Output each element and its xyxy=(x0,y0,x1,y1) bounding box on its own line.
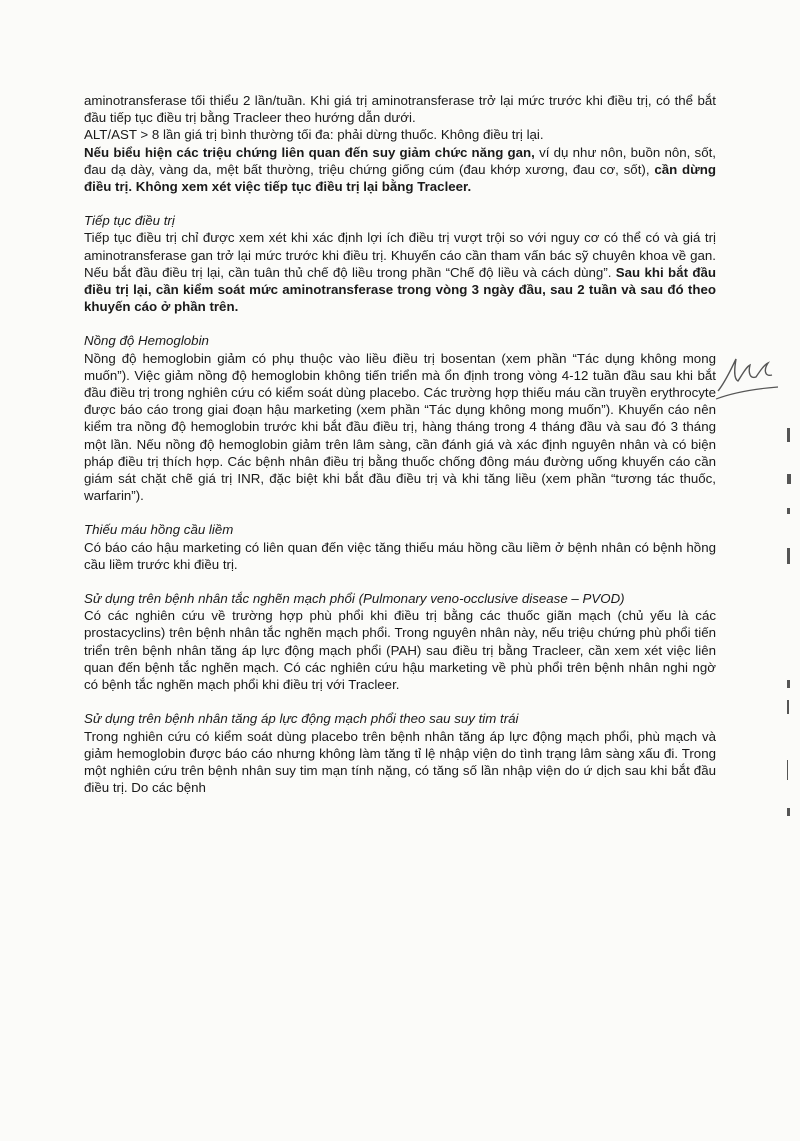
scan-edge-mark xyxy=(787,760,788,780)
text-run: Có các nghiên cứu về trường hợp phù phổi khi điều trị bằng các thuốc giãn mạch (chủ yếu là các prostacyclins) trên bệnh nhân tắc nghẽn mạch phổi. Trong nguyên nhân này, nếu triệu chứng phù phổi tiến triển trên bệnh nhân tăng áp lực động mạch phổi (PAH) sau điều trị bằng Tracleer, cần xem xét việc liên quan đến bệnh tắc nghẽn mạch. Có các nghiên cứu hậu marketing về phù phổi trên bệnh nhân nghi ngờ có bệnh tắc nghẽn mạch phổi khi điều trị với Tracleer. xyxy=(84,608,716,693)
text-run: Nồng độ hemoglobin giảm có phụ thuộc vào liều điều trị bosentan (xem phần “Tác dụng không mong muốn”). Việc giảm nồng độ hemoglobin không tiến triển mà ổn định trong vòng 4-12 tuần đầu sau khi bắt đầu điều trị trong nghiên cứu có kiểm soát dùng placebo. Các trường hợp thiếu máu cần truyền erythrocyte được báo cáo trong giai đoạn hậu marketing (xem phần “Tác dụng không mong muốn”). Khuyến cáo nên kiểm tra nồng độ hemoglobin trước khi bắt đầu điều trị, hàng tháng trong 4 tháng đầu và sau đó 3 tháng một lần. Nếu nồng độ hemoglobin giảm trên lâm sàng, cần đánh giá và xác định nguyên nhân và có biện pháp điều trị thích hợp. Các bệnh nhân điều trị bằng thuốc chống đông máu đường uống khuyến cáo cần giám sát chặt chẽ giá trị INR, đặc biệt khi bắt đầu điều trị và khi tăng liều (xem phần “tương tác thuốc, warfarin”). xyxy=(84,350,716,504)
bold-text-run: cần dừng điều trị. Không xem xét việc tiếp tục điều trị lại bằng Tracleer. xyxy=(84,161,717,195)
section-title-pvod: Sử dụng trên bệnh nhân tắc nghẽn mạch phổi (Pulmonary veno-occlusive disease – PVOD) xyxy=(84,591,625,607)
text-run: aminotransferase tối thiểu 2 lần/tuần. Khi giá trị aminotransferase trở lại mức trước khi điều trị, có thể bắt đầu tiếp tục điều trị bằng Tracleer theo hướng dẫn dưới. xyxy=(84,93,716,126)
section-title-continue-treatment: Tiếp tục điều trị xyxy=(84,213,175,229)
paragraph-continue-treatment xyxy=(84,229,716,315)
scan-edge-mark xyxy=(787,474,791,484)
handwritten-initials xyxy=(712,345,782,405)
section-title-left-heart-failure: Sử dụng trên bệnh nhân tăng áp lực động mạch phổi theo sau suy tim trái xyxy=(84,711,519,727)
text-run: Trong nghiên cứu có kiểm soát dùng placebo trên bệnh nhân tăng áp lực động mạch phổi, phù mạch và giảm hemoglobin được báo cáo nhưng không làm tăng tỉ lệ nhập viện do tình trạng lâm sàng xấu đi. Trong một nghiên cứu trên bệnh nhân suy tim mạn tính nặng, có tăng số lần nhập viện do ứ dịch sau khi bắt đầu điều trị. Do các bệnh xyxy=(84,728,716,796)
paragraph-pvod xyxy=(84,607,716,693)
scan-edge-mark xyxy=(787,700,789,714)
scan-edge-mark xyxy=(787,508,790,514)
text-run: ALT/AST > 8 lần giá trị bình thường tối đa: phải dừng thuốc. Không điều trị lại. xyxy=(84,127,544,143)
bold-text-run: Nếu biểu hiện các triệu chứng liên quan đến suy giảm chức năng gan, xyxy=(84,144,535,160)
paragraph-left-heart-failure xyxy=(84,728,716,797)
paragraph-alt-ast xyxy=(84,126,716,143)
document-body xyxy=(84,92,716,796)
section-title-hemoglobin: Nồng độ Hemoglobin xyxy=(84,333,209,349)
paragraph-liver-followup xyxy=(84,92,716,126)
text-run: Tiếp tục điều trị chỉ được xem xét khi xác định lợi ích điều trị vượt trội so với nguy cơ có thể có và giá trị aminotransferase gan trở lại mức trước khi điều trị. Khuyến cáo cần tham vấn bác sỹ chuyên khoa về gan. Nếu bắt đầu điều trị lại, cần tuân thủ chế độ liều trong phần “Chế độ liều và cách dùng”. xyxy=(84,230,716,280)
bold-text-run: Sau khi bắt đầu điều trị lại, cần kiểm soát mức aminotransferase trong vòng 3 ngày đầu, sau 2 tuần và sau đó theo khuyến cáo ở phần trên. xyxy=(84,264,716,315)
scan-edge-mark xyxy=(787,808,790,816)
scan-edge-mark xyxy=(787,428,790,442)
scan-edge-mark xyxy=(787,680,790,688)
text-run: Có báo cáo hậu marketing có liên quan đến việc tăng thiếu máu hồng cầu liềm ở bệnh nhân có bệnh hồng cầu liềm trước khi điều trị. xyxy=(84,539,716,572)
paragraph-liver-symptoms xyxy=(84,144,716,196)
section-title-sickle-cell: Thiếu máu hồng cầu liềm xyxy=(84,522,234,538)
paragraph-hemoglobin xyxy=(84,350,716,505)
scan-edge-mark xyxy=(787,548,790,564)
paragraph-sickle-cell xyxy=(84,539,716,573)
text-run: ví dụ như nôn, buồn nôn, sốt, đau dạ dày, vàng da, mệt bất thường, triệu chứng giống cúm (đau khớp xương, đau cơ, sốt), xyxy=(84,144,716,177)
